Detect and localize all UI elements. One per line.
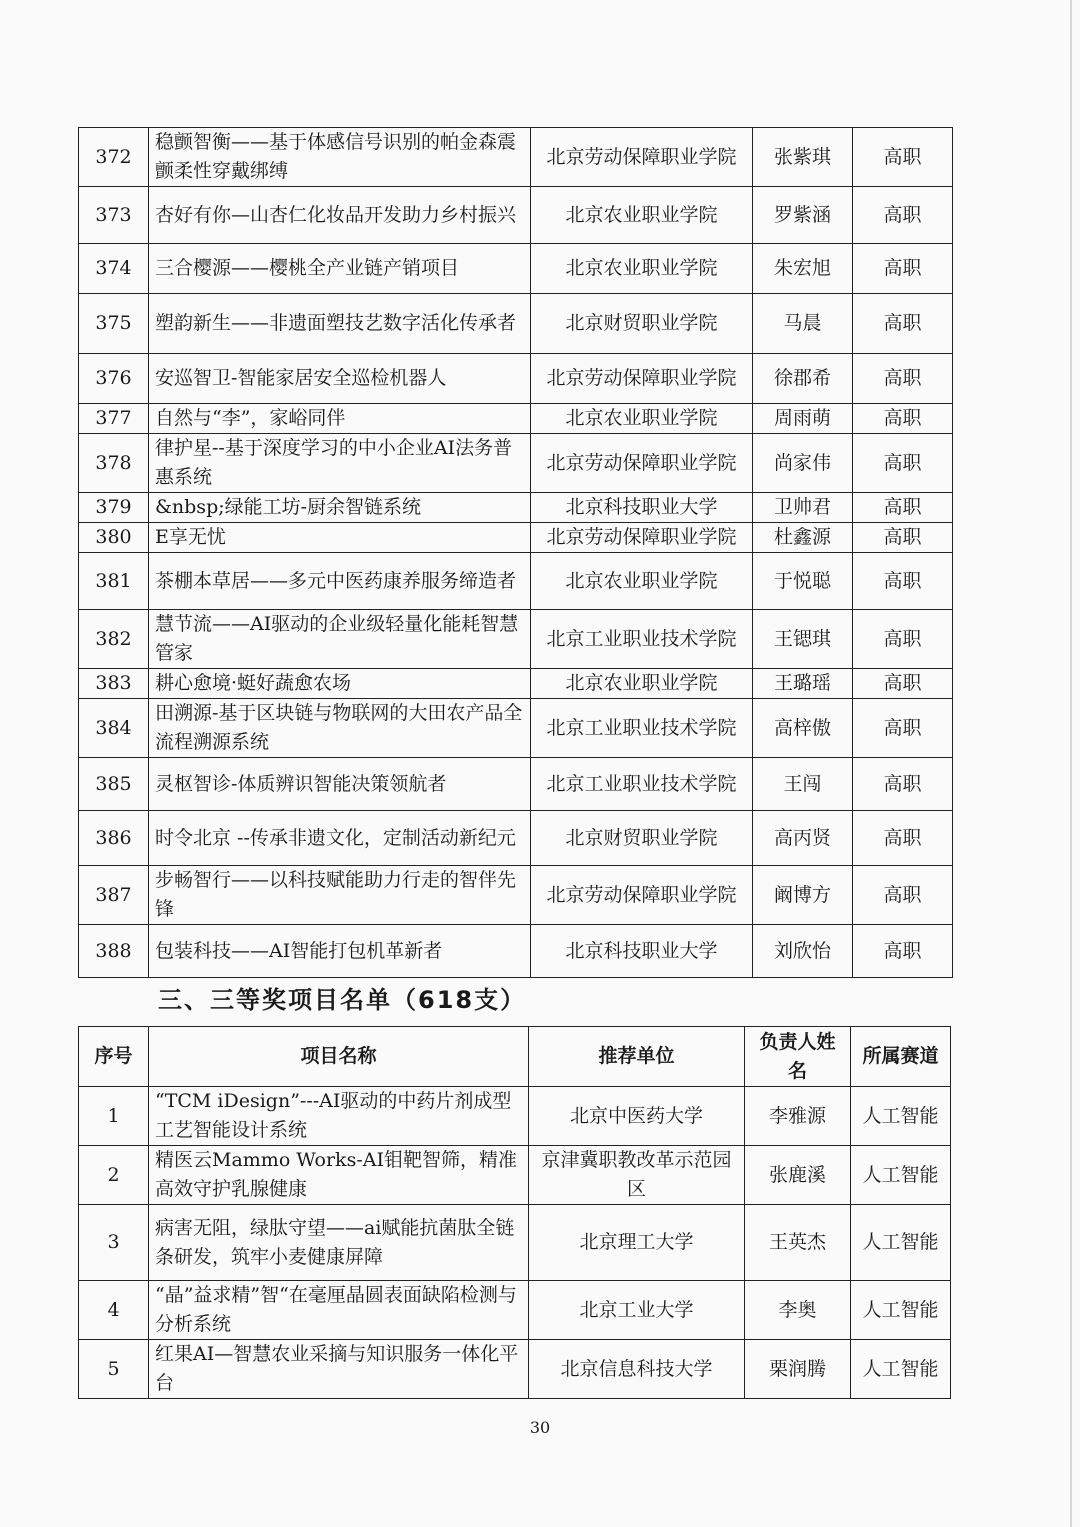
- cell-unit: 京津冀职教改革示范园区: [529, 1146, 745, 1205]
- header-track: 所属赛道: [851, 1027, 951, 1087]
- table-row: [79, 434, 953, 493]
- cell-unit: 北京理工大学: [529, 1205, 745, 1281]
- table-row: [79, 187, 953, 244]
- cell-track: 高职: [853, 493, 953, 523]
- table-row: [79, 493, 953, 523]
- cell-person: 徐郡希: [753, 354, 853, 404]
- cell-name: 三合樱源——樱桃全产业链产销项目: [149, 244, 531, 294]
- cell-person: 栗润腾: [745, 1340, 851, 1399]
- table-row: [79, 758, 953, 811]
- table-row: [79, 128, 953, 187]
- cell-person: 王闯: [753, 758, 853, 811]
- table-row: [79, 925, 953, 978]
- cell-unit: 北京财贸职业学院: [531, 294, 753, 354]
- cell-name: E享无忧: [149, 523, 531, 553]
- cell-name: 稳颤智衡——基于体感信号识别的帕金森震颤柔性穿戴绑缚: [149, 128, 531, 187]
- cell-name: 耕心愈境·蜓好蔬愈农场: [149, 669, 531, 699]
- cell-person: 周雨萌: [753, 404, 853, 434]
- cell-num: 376: [79, 354, 149, 404]
- cell-name: 步畅智行——以科技赋能助力行走的智伴先锋: [149, 866, 531, 925]
- cell-num: 386: [79, 811, 149, 866]
- cell-num: 385: [79, 758, 149, 811]
- cell-name: &nbsp;绿能工坊-厨余智链系统: [149, 493, 531, 523]
- cell-track: 人工智能: [851, 1146, 951, 1205]
- cell-track: 高职: [853, 610, 953, 669]
- cell-name: “TCM iDesign”---AI驱动的中药片剂成型工艺智能设计系统: [149, 1087, 529, 1146]
- cell-unit: 北京中医药大学: [529, 1087, 745, 1146]
- table-header-row: [79, 1027, 951, 1087]
- cell-name: 律护星--基于深度学习的中小企业AI法务普惠系统: [149, 434, 531, 493]
- cell-unit: 北京农业职业学院: [531, 553, 753, 610]
- cell-num: 372: [79, 128, 149, 187]
- cell-name: “晶”益求精”智“在毫厘晶圆表面缺陷检测与分析系统: [149, 1281, 529, 1340]
- cell-name: 塑韵新生——非遗面塑技艺数字活化传承者: [149, 294, 531, 354]
- header-name: 项目名称: [149, 1027, 529, 1087]
- cell-name: 时令北京 --传承非遗文化，定制活动新纪元: [149, 811, 531, 866]
- cell-track: 高职: [853, 244, 953, 294]
- third-prize-table-body: [79, 1087, 951, 1399]
- cell-unit: 北京劳动保障职业学院: [531, 434, 753, 493]
- header-num: 序号: [79, 1027, 149, 1087]
- cell-num: 2: [79, 1146, 149, 1205]
- cell-num: 1: [79, 1087, 149, 1146]
- cell-person: 杜鑫源: [753, 523, 853, 553]
- cell-track: 高职: [853, 669, 953, 699]
- cell-person: 张紫琪: [753, 128, 853, 187]
- cell-track: 高职: [853, 354, 953, 404]
- cell-track: 高职: [853, 434, 953, 493]
- cell-track: 高职: [853, 758, 953, 811]
- cell-track: 高职: [853, 128, 953, 187]
- cell-num: 3: [79, 1205, 149, 1281]
- cell-num: 373: [79, 187, 149, 244]
- cell-num: 4: [79, 1281, 149, 1340]
- cell-num: 377: [79, 404, 149, 434]
- cell-track: 高职: [853, 866, 953, 925]
- cell-unit: 北京工业大学: [529, 1281, 745, 1340]
- table-row: [79, 244, 953, 294]
- cell-name: 慧节流——AI驱动的企业级轻量化能耗智慧管家: [149, 610, 531, 669]
- cell-num: 378: [79, 434, 149, 493]
- cell-track: 高职: [853, 925, 953, 978]
- cell-person: 王璐瑶: [753, 669, 853, 699]
- cell-name: 杏好有你—山杏仁化妆品开发助力乡村振兴: [149, 187, 531, 244]
- cell-person: 卫帅君: [753, 493, 853, 523]
- cell-person: 王锶琪: [753, 610, 853, 669]
- cell-num: 384: [79, 699, 149, 758]
- table-row: [79, 354, 953, 404]
- cell-name: 包装科技——AI智能打包机革新者: [149, 925, 531, 978]
- table-row: [79, 553, 953, 610]
- cell-num: 387: [79, 866, 149, 925]
- cell-name: 田溯源-基于区块链与物联网的大田农产品全流程溯源系统: [149, 699, 531, 758]
- table-row: [79, 404, 953, 434]
- cell-num: 379: [79, 493, 149, 523]
- cell-person: 高丙贤: [753, 811, 853, 866]
- header-person: 负责人姓名: [745, 1027, 851, 1087]
- cell-name: 精医云Mammo Works-AI钼靶智筛，精准高效守护乳腺健康: [149, 1146, 529, 1205]
- page-number: 30: [529, 1418, 551, 1437]
- section-heading: 三、三等奖项目名单（618支）: [158, 986, 527, 1014]
- table-row: [79, 523, 953, 553]
- cell-unit: 北京财贸职业学院: [531, 811, 753, 866]
- cell-track: 高职: [853, 553, 953, 610]
- cell-unit: 北京劳动保障职业学院: [531, 128, 753, 187]
- cell-person: 尚家伟: [753, 434, 853, 493]
- cell-person: 罗紫涵: [753, 187, 853, 244]
- cell-num: 375: [79, 294, 149, 354]
- cell-unit: 北京劳动保障职业学院: [531, 523, 753, 553]
- cell-num: 374: [79, 244, 149, 294]
- cell-num: 381: [79, 553, 149, 610]
- cell-person: 高梓傲: [753, 699, 853, 758]
- cell-name: 红果AI—智慧农业采摘与知识服务一体化平台: [149, 1340, 529, 1399]
- table-row: [79, 866, 953, 925]
- cell-unit: 北京工业职业技术学院: [531, 699, 753, 758]
- award-table-continued-body: [79, 128, 953, 978]
- table-row: [79, 610, 953, 669]
- page-edge-line: [1070, 0, 1072, 1527]
- table-row: [79, 1146, 951, 1205]
- cell-track: 人工智能: [851, 1205, 951, 1281]
- cell-person: 刘欣怡: [753, 925, 853, 978]
- cell-person: 张鹿溪: [745, 1146, 851, 1205]
- cell-name: 自然与“李”，家峪同伴: [149, 404, 531, 434]
- cell-unit: 北京工业职业技术学院: [531, 610, 753, 669]
- cell-unit: 北京农业职业学院: [531, 404, 753, 434]
- cell-name: 安巡智卫-智能家居安全巡检机器人: [149, 354, 531, 404]
- cell-person: 马晨: [753, 294, 853, 354]
- cell-person: 于悦聪: [753, 553, 853, 610]
- cell-person: 阚博方: [753, 866, 853, 925]
- cell-num: 388: [79, 925, 149, 978]
- cell-person: 李雅源: [745, 1087, 851, 1146]
- cell-track: 人工智能: [851, 1281, 951, 1340]
- table-row: [79, 1340, 951, 1399]
- cell-unit: 北京劳动保障职业学院: [531, 354, 753, 404]
- cell-num: 5: [79, 1340, 149, 1399]
- cell-unit: 北京信息科技大学: [529, 1340, 745, 1399]
- table-row: [79, 1087, 951, 1146]
- table-row: [79, 699, 953, 758]
- cell-unit: 北京农业职业学院: [531, 187, 753, 244]
- award-table-continued: [78, 127, 953, 978]
- cell-unit: 北京科技职业大学: [531, 925, 753, 978]
- cell-num: 383: [79, 669, 149, 699]
- cell-person: 朱宏旭: [753, 244, 853, 294]
- cell-track: 高职: [853, 699, 953, 758]
- cell-name: 病害无阻，绿肽守望——ai赋能抗菌肽全链条研发，筑牢小麦健康屏障: [149, 1205, 529, 1281]
- cell-unit: 北京农业职业学院: [531, 669, 753, 699]
- cell-unit: 北京工业职业技术学院: [531, 758, 753, 811]
- cell-track: 高职: [853, 811, 953, 866]
- third-prize-table: [78, 1026, 951, 1399]
- cell-unit: 北京劳动保障职业学院: [531, 866, 753, 925]
- cell-track: 高职: [853, 404, 953, 434]
- cell-track: 高职: [853, 523, 953, 553]
- cell-person: 王英杰: [745, 1205, 851, 1281]
- cell-track: 高职: [853, 187, 953, 244]
- cell-track: 人工智能: [851, 1340, 951, 1399]
- cell-track: 高职: [853, 294, 953, 354]
- cell-name: 茶棚本草居——多元中医药康养服务缔造者: [149, 553, 531, 610]
- table-row: [79, 1205, 951, 1281]
- cell-name: 灵枢智诊-体质辨识智能决策领航者: [149, 758, 531, 811]
- cell-person: 李奥: [745, 1281, 851, 1340]
- header-unit: 推荐单位: [529, 1027, 745, 1087]
- cell-unit: 北京科技职业大学: [531, 493, 753, 523]
- cell-track: 人工智能: [851, 1087, 951, 1146]
- table-row: [79, 669, 953, 699]
- cell-unit: 北京农业职业学院: [531, 244, 753, 294]
- table-row: [79, 1281, 951, 1340]
- cell-num: 382: [79, 610, 149, 669]
- table-row: [79, 294, 953, 354]
- cell-num: 380: [79, 523, 149, 553]
- table-row: [79, 811, 953, 866]
